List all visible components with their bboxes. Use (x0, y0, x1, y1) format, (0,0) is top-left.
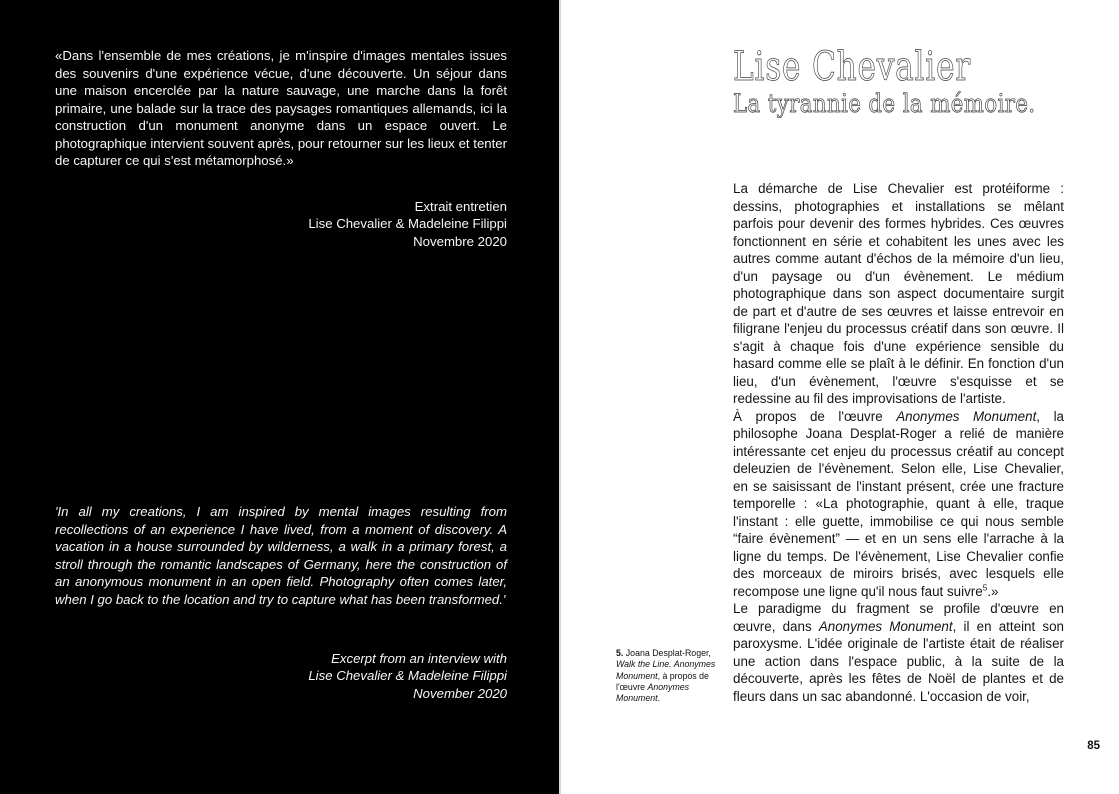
text-segment: Walk the Line. Anonymes Monument (616, 659, 716, 681)
attribution-line: Extrait entretien (414, 199, 507, 214)
attribution-line: Lise Chevalier & Madeleine Filippi (308, 216, 507, 232)
text-segment: .» (987, 583, 999, 599)
text-segment: 5 (982, 582, 988, 593)
text-segment: À propos de l'œuvre (733, 408, 897, 424)
footnote-5 (616, 648, 716, 704)
text-segment: Anonymes Monument (818, 618, 953, 634)
text-segment: Anonymes Monument (616, 681, 690, 704)
body-text (733, 180, 1064, 705)
left-page (0, 0, 559, 794)
body-paragraph (733, 408, 1064, 601)
text-segment: , il en atteint son paroxysme. L'idée originale de l'artiste était de réaliser une action dans l'espace public, à la suite de la découverte, après les fêtes de Noël de plantes et de fleurs dans un sac abandonné. L'occasion de voir, (733, 618, 1064, 704)
page-number: 85 (1087, 740, 1100, 752)
text-segment: Anonymes Monument (896, 408, 1037, 424)
text-segment: . (657, 693, 661, 704)
text-segment: Joana Desplat-Roger, (623, 648, 711, 658)
french-attribution (55, 198, 507, 250)
text-segment: , à propos de l'œuvre (616, 670, 709, 692)
text-segment: 5. (616, 648, 624, 658)
right-page (561, 0, 1119, 794)
work-subtitle: La tyrannie de la mémoire. (733, 89, 1036, 118)
body-paragraph (733, 180, 1064, 408)
attribution-line: Excerpt from an interview with (331, 651, 507, 666)
text-segment: Le paradigme du fragment se profile d'œuvre en œuvre, dans (733, 601, 1064, 634)
body-paragraph (733, 600, 1064, 705)
english-attribution (55, 650, 507, 702)
text-segment: , la philosophe Joana Desplat-Roger a relié de manière intéressante cet enjeu du processus créatif au concept deleuzien de l'évènement. Selon elle, Lise Chevalier, en se saisissant de l'instant présent, crée une fracture temporelle : «La photographie, quant à elle, traque l'instant : elle guette, immobilise ce qui nous semble “faire évènement” — et en un sens elle l'arrache à la ligne du temps. De l'évènement, Lise Chevalier confie des morceaux de miroirs brisés, avec lesquels elle recompose une ligne qu'il nous faut suivre (733, 408, 1064, 599)
english-quote: 'In all my creations, I am inspired by mental images resulting from recollections of an experience I have lived, from a moment of discovery. A vacation in a house surrounded by wilderness, a walk in a primary forest, a stroll through the romantic landscapes of Germany, here the construction of an anonymous monument in an open field. Photography often comes later, when I go back to the location and try to capture what has been transformed.' (55, 504, 507, 607)
attribution-line: Novembre 2020 (413, 233, 507, 249)
artist-name-title: Lise Chevalier (733, 44, 972, 90)
attribution-line: Lise Chevalier & Madeleine Filippi (308, 668, 507, 684)
text-segment: La démarche de Lise Chevalier est protéiforme : dessins, photographies et installations se mêlant parfois pour devenir des formes hybrides. Ces œuvres fonctionnent en série et cohabitent les unes avec les autres comme autant d'échos de la mémoire d'un lieu, d'un paysage ou d'un évènement. Le médium photographique dans son aspect documentaire surgit de part et d'autre de ses œuvres et laisse entrevoir en filigrane l'enjeu du processus créatif dans son œuvre. Il s'agit à chaque fois d'une expérience sensible du hasard comme elle se plaît à le définir. En fonction d'un lieu, d'un évènement, l'œuvre s'esquisse et se redessine au fil des improvisations de l'artiste. (733, 181, 1064, 406)
french-quote: «Dans l'ensemble de mes créations, je m'inspire d'images mentales issues des souvenirs d'une expérience vécue, d'une découverte. Un séjour dans une maison encerclée par la nature sauvage, une marche dans la forêt primaire, une balade sur la trace des paysages romantiques allemands, ici la construction d'un monument anonyme dans un espace ouvert. Le photographique intervient souvent après, pour retourner sur les lieux et tenter de capturer ce qui s'est métamorphosé.» (55, 48, 507, 168)
attribution-line: November 2020 (413, 685, 507, 701)
